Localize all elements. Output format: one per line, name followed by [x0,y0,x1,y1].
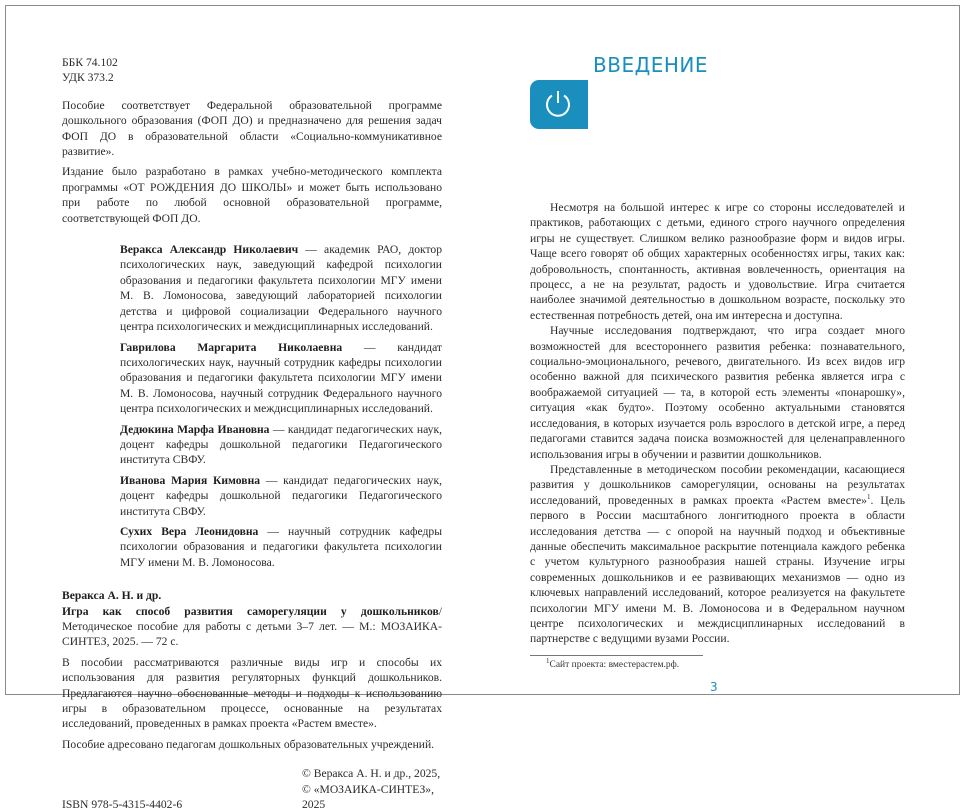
copyright-line: © «МОЗАИКА-СИНТЕЗ», 2025 [302,782,434,812]
isbn: ISBN 978-5-4315-4402-6 [62,798,183,812]
right-page [530,52,905,695]
author-name: Иванова Мария Кимовна [120,473,261,487]
chapter-icon-box [530,80,588,129]
body-paragraph: Несмотря на большой интерес к игре со стороны исследователей и практиков, работающих с детьми, единого строго научного определения игры не существует. Слишком велико разнообразие форм и видов игры. Чаще всего говорят об общих характерных особенностях игры, таких как: добровольность, спонтанность, активная вовлеченность, ориентация на процесс, а не на результат, радость и удовольствие. Игра считается наиболее значимой деятельностью в дошкольном возрасте, поскольку это естественная потребность детей, она им интересна и доступна. [530,201,905,322]
footnote-text: Сайт проекта: вместерастем.рф. [549,659,680,670]
intro-paragraph: Пособие соответствует Федеральной образовательной программе дошкольного образования (ФОП ДО) и предназначено для решения задач ФОП ДО в образовательной области «Социально-коммуникативное развитие». [62,98,442,159]
body-paragraph: Научные исследования подтверждают, что игра создает много возможностей для всестороннего развития ребенка: познавательного, социально-эмоционального, речевого, двигательного. Из всех видов игр особенно важной для психического развития ребенка является игра с воображаемой ситуацией — та, в которой есть элементы «понарошку», ситуация «как будто». Поэтому особенно актуальными становятся исследования, в которых изучается роль взрослого в детской игре, а перед педагогами ставится задача поиска возможностей для целенаправленного использования игры в обучении и развитии дошкольников. [530,324,905,461]
chapter-heading: ВВЕДЕНИЕ [593,53,708,77]
author-name: Сухих Вера Леонидовна [120,524,259,538]
bibliographic-block [62,588,442,752]
bbk-code: ББК 74.102 [62,56,118,69]
author-entry [120,473,442,519]
footnote-ref[interactable]: 1 [866,492,871,501]
imprint-row [62,766,442,812]
authors-list [120,242,442,570]
author-entry [120,242,442,334]
udk-code: УДК 373.2 [62,71,114,85]
author-desc: — научный сотрудник кафедры психологии образования и педагогики факультета психологии МГУ имени М. В. Ломоносова. [120,524,442,569]
left-page [62,55,442,812]
footnote [546,656,905,672]
author-name: Дедюкина Марфа Ивановна [120,422,270,436]
audience: Пособие адресовано педагогам дошкольных образовательных учреждений. [62,737,435,751]
abstract: В пособии рассматриваются различные виды игр и способы их использования для развития регуляторных функций дошкольников. Предлагаются научно обоснованные методы и подходы к использованию игры в образовательном процессе, основанные на результатах исследований, проведенных в рамках проекта «Растем вместе». [62,655,442,731]
classification-codes [62,55,442,86]
paragraph-text: . Цель первого в России масштабного лонгитюдного проекта в области исследования детства — с опорой на научный подход и объективные данные обеспечить максимальное раскрытие потенциала каждого ребенка с учетом культурного разнообразия нашей страны. Изучение игры современных дошкольников и ее развивающих механизмов — одно из ключевых направлений исследований, которое реализуется на факультете психологии МГУ имени М. В. Ломоносова и в Федеральном научном центре психологических и междисциплинарных исследований в партнерстве с ведущими вузами России. [530,493,905,646]
page-number: 3 [710,679,718,694]
author-entry [120,340,442,417]
introduction-text [530,200,905,647]
author-desc: — кандидат педагогических наук, доцент кафедры дошкольной педагогики Педагогического института СВФУ. [120,422,442,467]
body-paragraph [530,462,905,647]
author-desc: — кандидат психологических наук, научный сотрудник кафедры психологии образования и педагогики факультета психологии МГУ имени М. В. Ломоносова, научный сотрудник Федерального научного центра психологических и междисциплинарных исследований. [120,340,442,416]
copyright-line: © Веракса А. Н. и др., 2025, [302,767,441,781]
power-icon [542,88,574,120]
author-entry [120,524,442,570]
author-name: Гаврилова Маргарита Николаевна [120,340,343,354]
author-name: Веракса Александр Николаевич [120,243,299,257]
author-entry [120,422,442,468]
paragraph-text: Представленные в методическом пособии рекомендации, касающиеся развития у дошкольников саморегуляции, основаны на результатах исследований, проведенных в рамках проекта «Растем вместе» [530,462,905,507]
footnote-mark: 1 [546,656,550,665]
intro-paragraph: Издание было разработано в рамках учебно-методического комплекта программы «ОТ РОЖДЕНИЯ ДО ШКОЛЫ» и может быть использовано при работе по любой основной образовательной программе, соответствующей ФОП ДО. [62,165,442,225]
citation-rest: /Методическое пособие для работы с детьми 3–7 лет. — М.: МОЗАИКА-СИНТЕЗ, 2025. — 72 с. [62,604,442,649]
citation [62,588,442,650]
author-desc: — кандидат педагогических наук, доцент кафедры дошкольной педагогики Педагогического института СВФУ. [120,473,442,518]
footnote-divider [530,655,703,656]
author-desc: — академик РАО, доктор психологических наук, заведующий кафедрой психологии образования и педагогики факультета психологии МГУ имени М. В. Ломоносова, заведующий лабораторией психологии детства и цифровой социализации Федерального научного центра психологических и междисциплинарных исследований. [120,243,442,334]
citation-author: Веракса А. Н. и др. [62,589,162,603]
copyright [302,766,442,812]
intro-text [62,98,442,226]
citation-title: Игра как способ развития саморегуляции у дошкольников [62,604,439,618]
